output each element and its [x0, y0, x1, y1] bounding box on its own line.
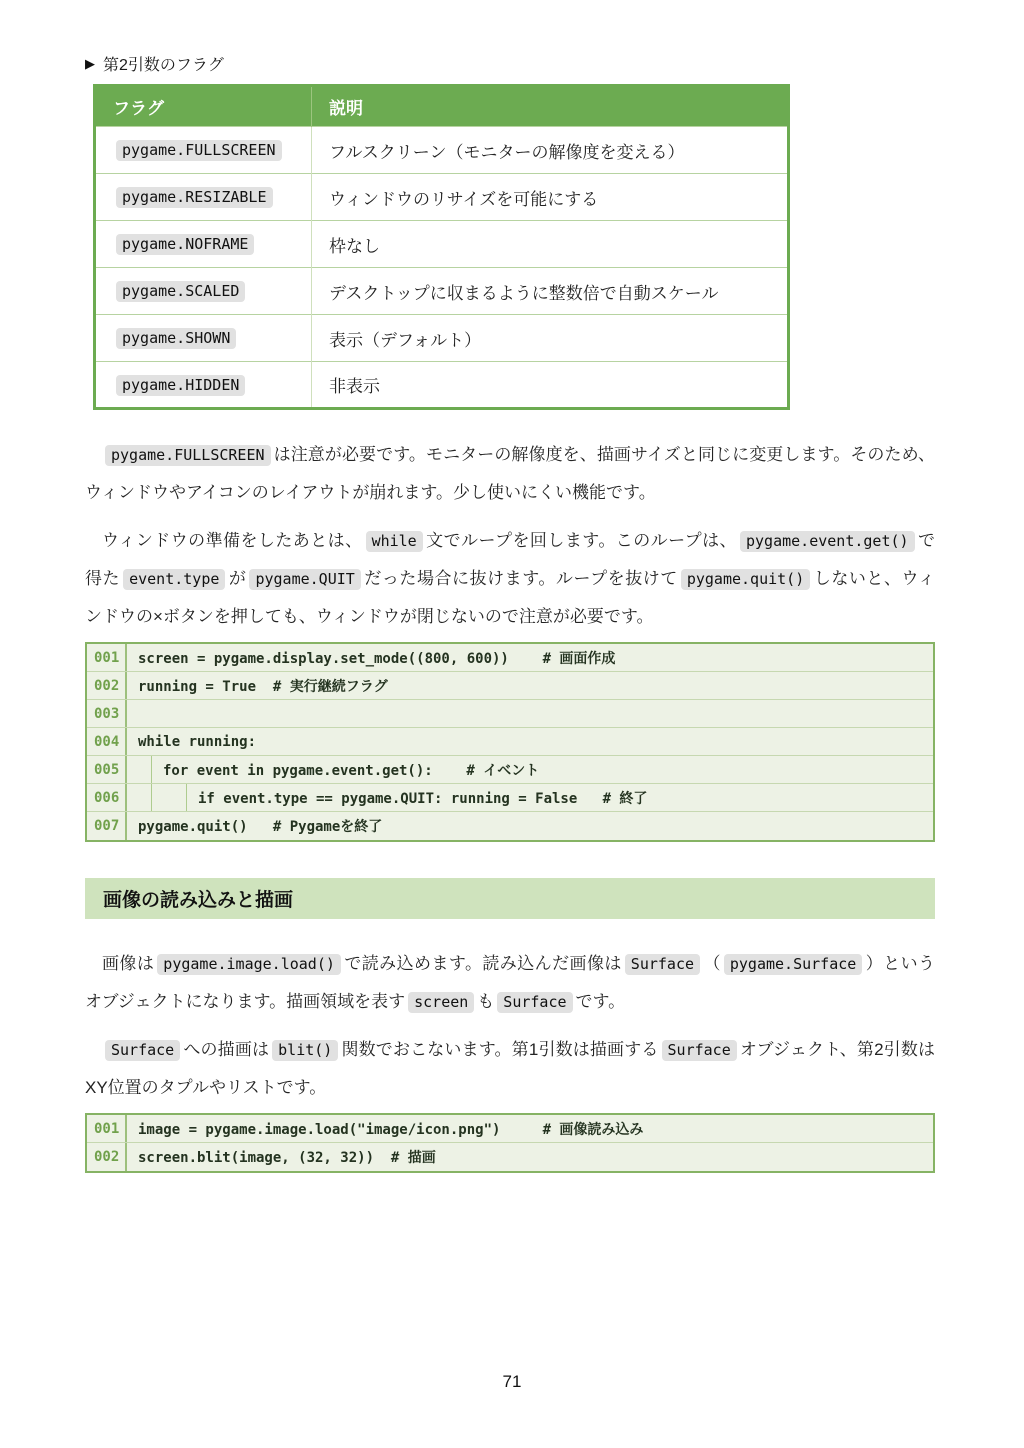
flag-cell — [95, 221, 312, 268]
flag-code-chip: pygame.FULLSCREEN — [116, 140, 282, 161]
code-line — [87, 644, 933, 672]
inline-code: Surface — [625, 954, 700, 975]
line-number: 003 — [87, 700, 127, 727]
code-text: running = True # 実行継続フラグ — [138, 678, 388, 695]
code-text: image = pygame.image.load("image/icon.png") # 画像読み込み — [138, 1121, 644, 1138]
description-cell: ウィンドウのリサイズを可能にする — [312, 174, 789, 221]
flag-cell — [95, 315, 312, 362]
code-line — [87, 728, 933, 756]
inline-code: pygame.quit() — [681, 569, 810, 590]
flag-cell — [95, 268, 312, 315]
table-row — [95, 127, 789, 174]
line-number: 001 — [87, 644, 127, 671]
flag-code-chip: pygame.HIDDEN — [116, 375, 245, 396]
code-line — [87, 672, 933, 700]
flags-table — [93, 84, 790, 410]
flag-code-chip: pygame.SCALED — [116, 281, 245, 302]
description-cell: フルスクリーン（モニターの解像度を変える） — [312, 127, 789, 174]
table-row — [95, 315, 789, 362]
code-text: screen = pygame.display.set_mode((800, 600)) # 画面作成 — [138, 650, 616, 667]
description-cell: 枠なし — [312, 221, 789, 268]
flag-code-chip: pygame.SHOWN — [116, 328, 236, 349]
code-text: if event.type == pygame.QUIT: running = False # 終了 — [198, 790, 648, 807]
section-heading-bar — [85, 878, 935, 919]
line-number: 001 — [87, 1115, 127, 1142]
indent-guide — [151, 784, 152, 811]
flag-cell — [95, 362, 312, 409]
inline-code: event.type — [123, 569, 225, 590]
code-line — [87, 812, 933, 840]
inline-code: blit() — [272, 1040, 338, 1061]
inline-code: pygame.Surface — [724, 954, 862, 975]
inline-code: while — [366, 531, 423, 552]
description-cell: デスクトップに収まるように整数倍で自動スケール — [312, 268, 789, 315]
code-block-image-blit — [85, 1113, 935, 1173]
inline-code: Surface — [497, 992, 572, 1013]
paragraph-blit: Surface への描画は blit() 関数でおこないます。第1引数は描画する Surface オブジェクト、第2引数はXY位置のタプルやリストです。 — [85, 1040, 935, 1097]
code-text: pygame.quit() # Pygameを終了 — [138, 819, 383, 835]
flag-cell — [95, 174, 312, 221]
line-number: 007 — [87, 812, 127, 840]
code-line — [87, 1115, 933, 1143]
code-line — [87, 756, 933, 784]
paragraph-fullscreen-note: pygame.FULLSCREEN は注意が必要です。モニターの解像度を、描画サイズと同じに変更します。そのため、ウィンドウやアイコンのレイアウトが崩れます。少し使いにくい機能です。 — [85, 445, 935, 502]
code-line — [87, 784, 933, 812]
flags-table-body — [95, 127, 789, 409]
page-number: 71 — [502, 1372, 522, 1391]
triangle-marker-icon: ▶ — [85, 56, 95, 71]
inline-code: pygame.image.load() — [157, 954, 341, 975]
inline-code: pygame.event.get() — [740, 531, 915, 552]
description-cell: 表示（デフォルト） — [312, 315, 789, 362]
code-text — [127, 700, 146, 727]
table-row — [95, 362, 789, 409]
line-number: 006 — [87, 784, 127, 811]
inline-code: screen — [408, 992, 474, 1013]
flag-code-chip: pygame.NOFRAME — [116, 234, 254, 255]
line-number: 002 — [87, 1143, 127, 1171]
column-header-flag: フラグ — [95, 86, 312, 127]
inline-code: pygame.QUIT — [249, 569, 360, 590]
inline-code: Surface — [105, 1040, 180, 1061]
code-text: screen.blit(image, (32, 32)) # 描画 — [138, 1150, 436, 1166]
code-line — [87, 700, 933, 728]
subheading — [85, 52, 935, 75]
code-line — [87, 1143, 933, 1171]
section-heading-label: 画像の読み込みと描画 — [103, 890, 294, 911]
paragraph-event-loop-note: ウィンドウの準備をしたあとは、 while 文でループを回します。このループは、 pygame.event.get() で得た event.type が pygame.QUIT だった場合に抜けます。ループを抜けて pygame.quit() しないと、ウィンドウの×ボタンを押しても、ウィンドウが閉じないので注意が必要です。 — [85, 531, 936, 626]
inline-code: Surface — [662, 1040, 737, 1061]
code-text: for event in pygame.event.get(): # イベント — [163, 762, 540, 779]
paragraph-image-load: 画像は pygame.image.load() で読み込めます。読み込んだ画像は Surface （ pygame.Surface ）というオブジェクトになります。描画領域を表す screen も Surface です。 — [85, 954, 936, 1011]
line-number: 004 — [87, 728, 127, 755]
flag-cell — [95, 127, 312, 174]
line-number: 005 — [87, 756, 127, 783]
table-row — [95, 221, 789, 268]
table-row — [95, 174, 789, 221]
description-cell: 非表示 — [312, 362, 789, 409]
line-number: 002 — [87, 672, 127, 699]
code-text: while running: — [138, 733, 257, 750]
inline-code: pygame.FULLSCREEN — [105, 445, 271, 466]
column-header-description: 説明 — [312, 86, 789, 127]
subheading-label: 第2引数のフラグ — [103, 57, 224, 74]
flags-table-header — [95, 86, 789, 127]
flag-code-chip: pygame.RESIZABLE — [116, 187, 273, 208]
table-row — [95, 268, 789, 315]
code-block-event-loop — [85, 642, 935, 842]
